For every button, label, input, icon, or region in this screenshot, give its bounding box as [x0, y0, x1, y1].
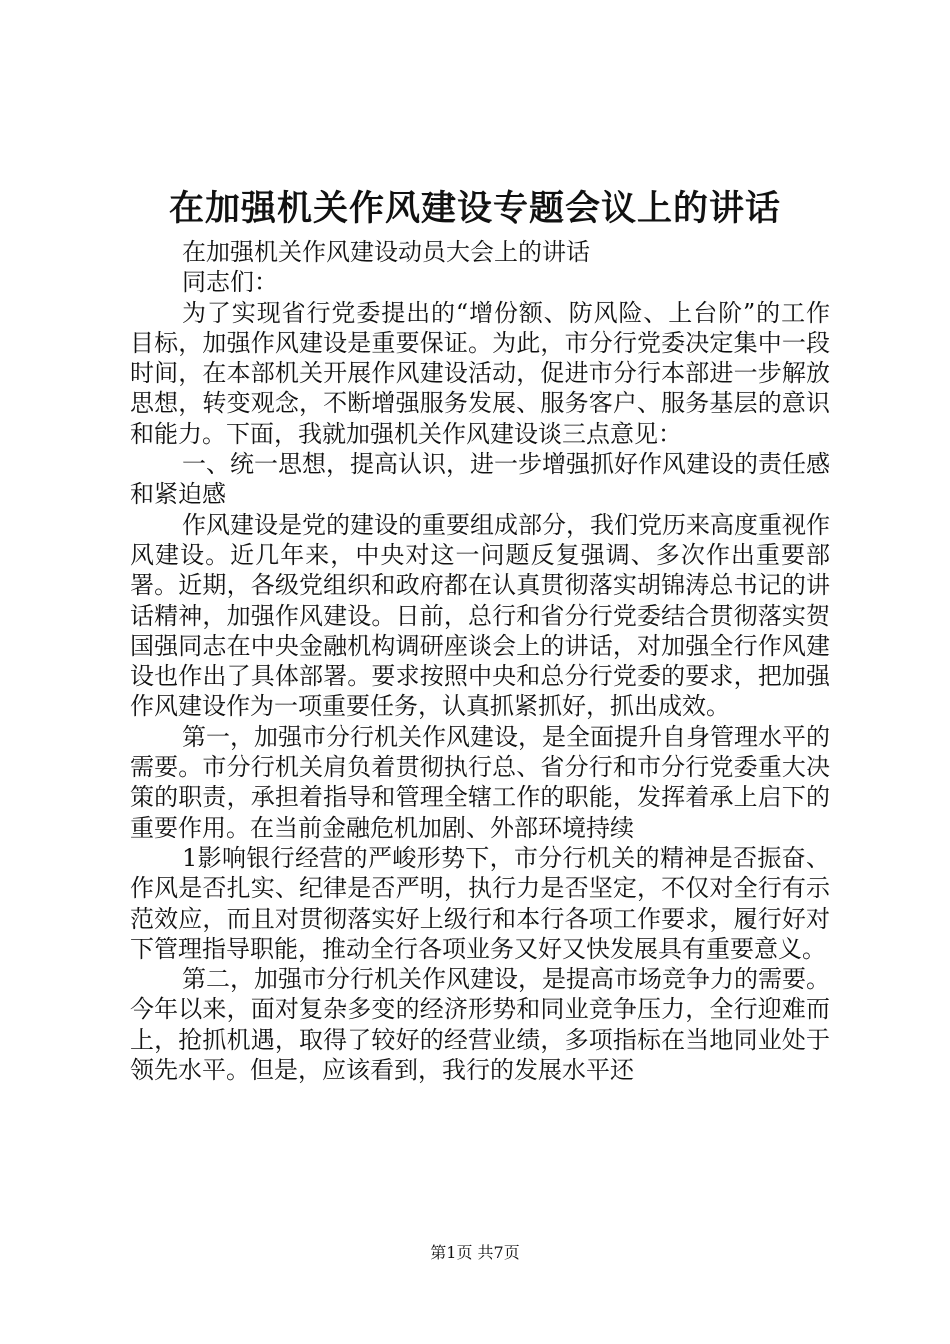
subtitle-paragraph: 在加强机关作风建设动员大会上的讲话 — [182, 238, 590, 266]
page-number-footer: 第1页 共7页 — [430, 1243, 520, 1262]
body-paragraph: 第二，加强市分行机关作风建设，是提高市场竞争力的需要。今年以来，面对复杂多变的经济形势和同业竞争压力，全行迎难而上，抢抓机遇，取得了较好的经营业绩，多项指标在当地同业处于领先水平。但是，应该看到，我行的发展水平还 — [130, 965, 830, 1085]
body-paragraph: 作风建设是党的建设的重要组成部分，我们党历来高度重视作风建设。近几年来，中央对这一问题反复强调、多次作出重要部署。近期，各级党组织和政府都在认真贯彻落实胡锦涛总书记的讲话精神，加强作风建设。日前，总行和省分行党委结合贯彻落实贺国强同志在中央金融机构调研座谈会上的讲话，对加强全行作风建设也作出了具体部署。要求按照中央和总分行党委的要求，把加强作风建设作为一项重要任务，认真抓紧抓好，抓出成效。 — [130, 510, 830, 721]
salutation-paragraph: 同志们： — [182, 268, 278, 297]
body-paragraph: 第一，加强市分行机关作风建设，是全面提升自身管理水平的需要。市分行机关肩负着贯彻执行总、省分行和市分行党委重大决策的职责，承担着指导和管理全辖工作的职能，发挥着承上启下的重要作用。在当前金融危机加剧、外部环境持续 — [130, 722, 830, 842]
document-body — [130, 237, 830, 1085]
body-paragraph: 1影响银行经营的严峻形势下，市分行机关的精神是否振奋、作风是否扎实、纪律是否严明，执行力是否坚定，不仅对全行有示范效应，而且对贯彻落实好上级行和本行各项工作要求，履行好对下管理指导职能，推动全行各项业务又好又快发展具有重要意义。 — [130, 843, 830, 963]
intro-paragraph: 为了实现省行党委提出的“增份额、防风险、上台阶”的工作目标，加强作风建设是重要保证。为此，市分行党委决定集中一段时间，在本部机关开展作风建设活动，促进市分行本部进一步解放思想，转变观念，不断增强服务发展、服务客户、服务基层的意识和能力。下面，我就加强机关作风建设谈三点意见： — [130, 298, 830, 448]
section-heading: 一、统一思想，提高认识，进一步增强抓好作风建设的责任感和紧迫感 — [130, 450, 830, 509]
document-title: 在加强机关作风建设专题会议上的讲话 — [168, 188, 781, 229]
